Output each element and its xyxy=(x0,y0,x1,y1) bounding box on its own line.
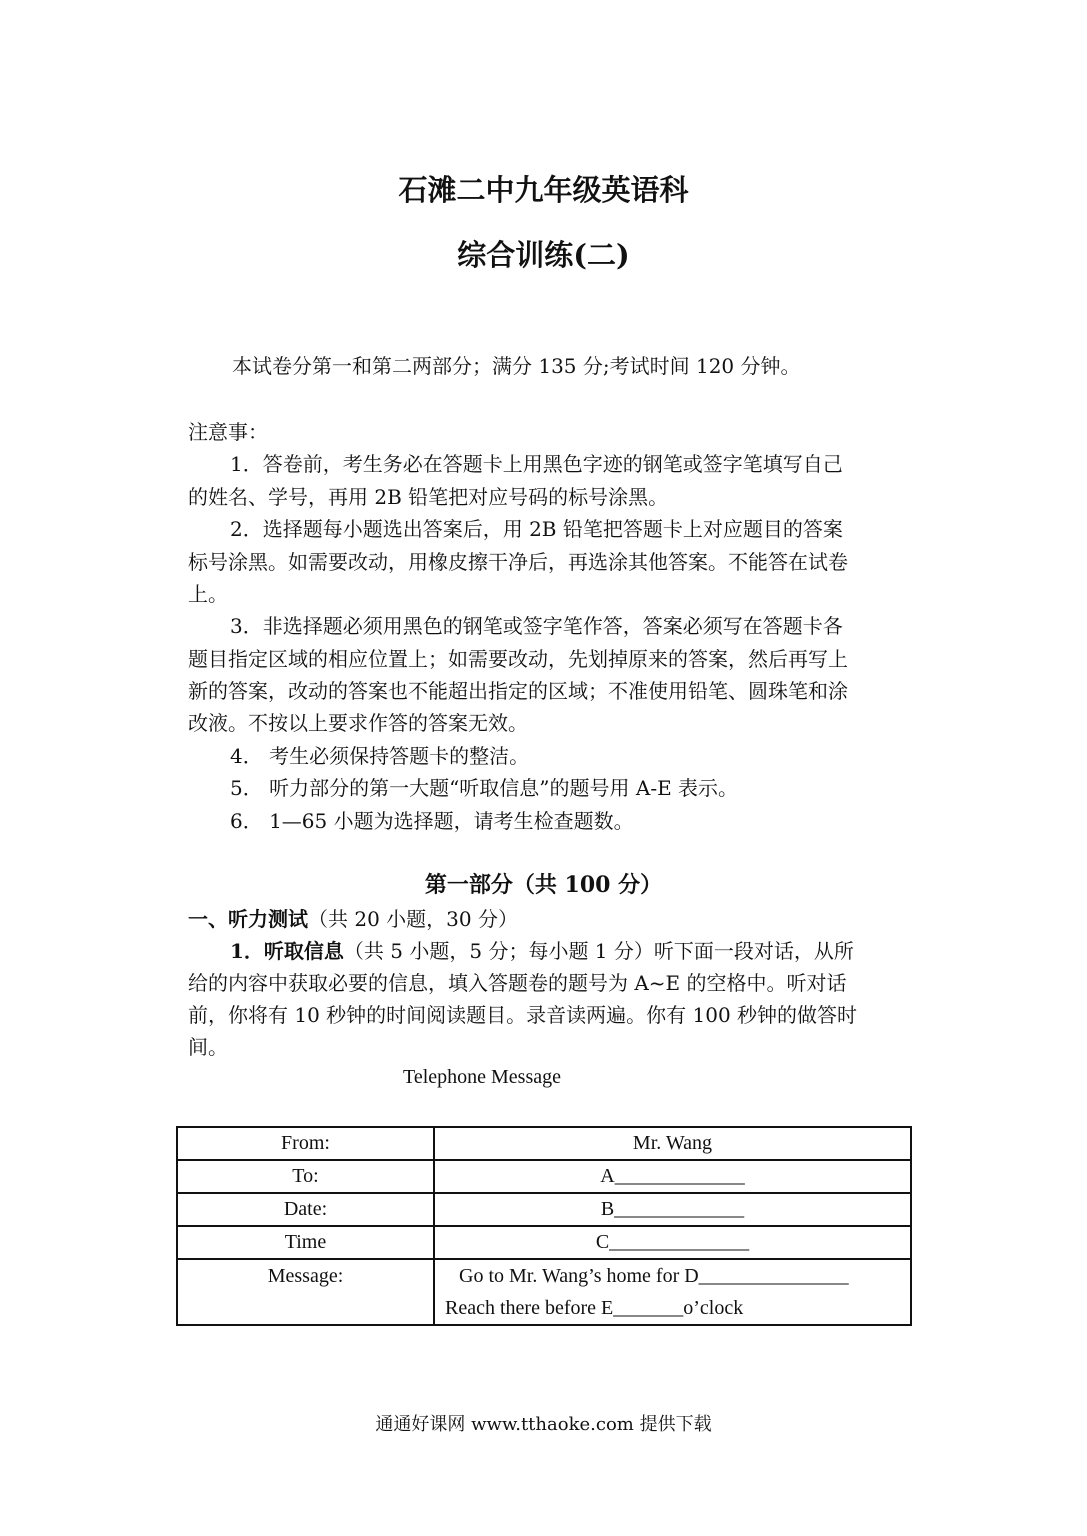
task-title: 1．听取信息 xyxy=(230,939,344,963)
message-line: Reach there before E_______o’clock xyxy=(445,1297,744,1319)
row-label: To: xyxy=(177,1160,434,1193)
notice-line: 3．非选择题必须用黑色的钢笔或签字笔作答，答案必须写在答题卡各 xyxy=(230,614,843,638)
table-row xyxy=(177,1160,911,1193)
exam-intro: 本试卷分第一和第二两部分；满分 135 分;考试时间 120 分钟。 xyxy=(232,354,801,378)
row-value: Mr. Wang xyxy=(434,1127,911,1160)
message-cell xyxy=(434,1259,911,1325)
section-note: （共 20 小题，30 分） xyxy=(308,907,518,931)
task-line: 间。 xyxy=(188,1035,228,1059)
notice-line: 新的答案，改动的答案也不能超出指定的区域；不准使用铅笔、圆珠笔和涂 xyxy=(188,679,848,703)
telephone-message-table xyxy=(176,1126,912,1326)
notice-line: 上。 xyxy=(188,582,228,606)
part-heading: 第一部分（共 100 分） xyxy=(424,872,663,898)
page-title: 石滩二中九年级英语科 xyxy=(398,173,689,207)
row-label xyxy=(177,1259,434,1325)
notice-line: 题目指定区域的相应位置上；如需要改动，先划掉原来的答案，然后再写上 xyxy=(188,647,848,671)
row-value: A_____________ xyxy=(434,1160,911,1193)
task-instructions: （共 5 小题，5 分；每小题 1 分）听下面一段对话，从所 xyxy=(343,939,854,963)
message-line: Go to Mr. Wang’s home for D_______________ xyxy=(459,1265,849,1287)
row-label: Date: xyxy=(177,1193,434,1226)
page-subtitle: 综合训练(二) xyxy=(457,238,630,272)
notice-line: 改液。不按以上要求作答的答案无效。 xyxy=(188,711,528,735)
table-row xyxy=(177,1259,911,1325)
message-label: Message: xyxy=(267,1265,344,1287)
task-line: 给的内容中获取必要的信息，填入答题卷的题号为 A~E 的空格中。听对话 xyxy=(188,971,847,995)
row-value: B_____________ xyxy=(434,1193,911,1226)
section-title: 一、听力测试 xyxy=(188,907,308,931)
page-footer: 通通好课网 www.tthaoke.com 提供下载 xyxy=(375,1414,712,1435)
notice-line: 6． 1—65 小题为选择题，请考生检查题数。 xyxy=(230,809,634,833)
task-line xyxy=(230,935,854,964)
notice-line: 2．选择题每小题选出答案后，用 2B 铅笔把答题卡上对应题目的答案 xyxy=(230,517,843,541)
table-row xyxy=(177,1193,911,1226)
row-label: Time xyxy=(177,1226,434,1259)
row-value: C______________ xyxy=(434,1226,911,1259)
task-line: 前，你将有 10 秒钟的时间阅读题目。录音读两遍。你有 100 秒钟的做答时 xyxy=(188,1003,858,1027)
notice-line: 标号涂黑。如需要改动，用橡皮擦干净后，再选涂其他答案。不能答在试卷 xyxy=(188,550,848,574)
notice-line: 1．答卷前，考生务必在答题卡上用黑色字迹的钢笔或签字笔填写自己 xyxy=(230,452,843,476)
notice-line: 5． 听力部分的第一大题“听取信息”的题号用 A-E 表示。 xyxy=(230,776,739,800)
table-caption: Telephone Message xyxy=(403,1066,561,1088)
notice-line: 的姓名、学号，再用 2B 铅笔把对应号码的标号涂黑。 xyxy=(188,485,669,509)
row-label: From: xyxy=(177,1127,434,1160)
section-heading xyxy=(188,903,518,932)
table-row xyxy=(177,1226,911,1259)
notice-line: 4． 考生必须保持答题卡的整洁。 xyxy=(230,744,530,768)
table-row xyxy=(177,1127,911,1160)
notice-heading: 注意事： xyxy=(188,420,268,444)
